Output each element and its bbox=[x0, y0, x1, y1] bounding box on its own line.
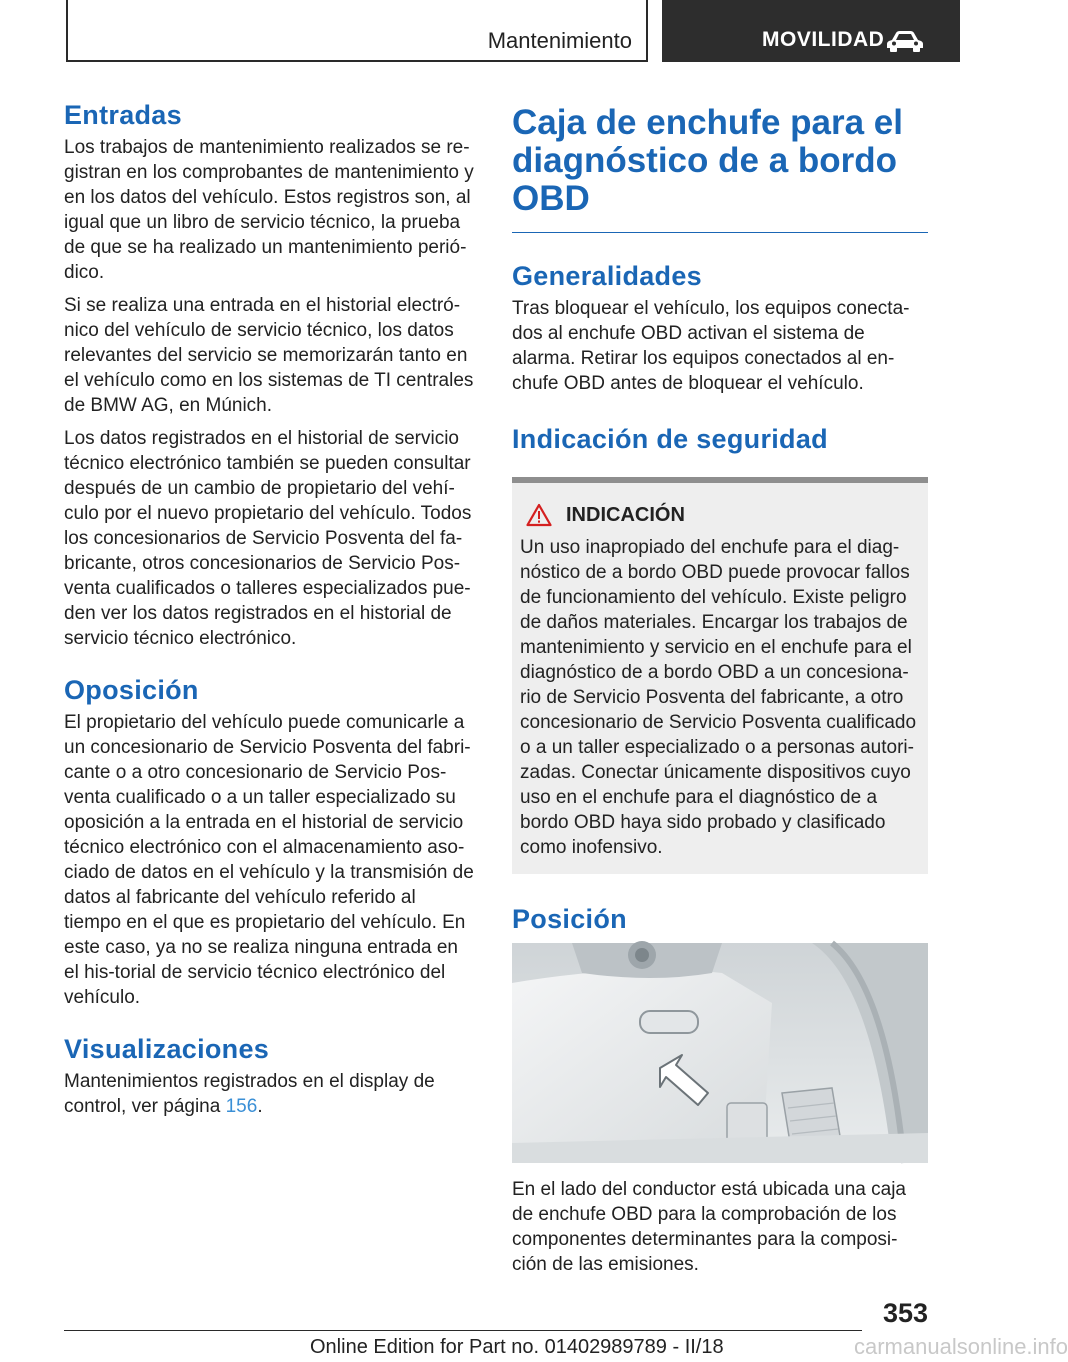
oposicion-paragraph: El propietario del vehículo puede comunicarle a un concesionario de Servicio Posventa del fabri-cante o a otro concesionario de Servicio Pos-venta cualificado o a un taller especializado su oposición a la entrada en el historial de servicio técnico electrónico con el almacenamiento aso-ciado de datos en el vehículo y la transmisión de datos al fabricante del vehículo referido al tiempo en el que es propietario del vehículo. En este caso, ya no se realiza ninguna entrada en el his-torial de servicio técnico electrónico del vehículo. bbox=[64, 712, 474, 1008]
entradas-heading: Entradas bbox=[64, 100, 182, 130]
title-divider bbox=[512, 232, 928, 233]
visualizaciones-period: . bbox=[257, 1096, 263, 1117]
generalidades-paragraph: Tras bloquear el vehículo, los equipos conecta-dos al enchufe OBD activan el sistema de alarma. Retirar los equipos conectados al en-chufe OBD antes de bloquear el vehículo. bbox=[512, 298, 910, 394]
warning-box bbox=[512, 477, 928, 874]
warning-triangle-icon bbox=[526, 503, 552, 527]
visualizaciones-text: Mantenimientos registrados en el display de control, ver página bbox=[64, 1071, 435, 1117]
entradas-paragraph-2: Si se realiza una entrada en el historial electró-nico del vehículo de servicio técnico, los datos relevantes del servicio se memorizarán tanto en el vehículo como en los sistemas de TI centrales de BMW AG, en Múnich. bbox=[64, 295, 474, 416]
obd-location-illustration bbox=[512, 943, 928, 1163]
visualizaciones-heading: Visualizaciones bbox=[64, 1034, 270, 1064]
left-column bbox=[64, 100, 478, 1127]
posicion-caption: En el lado del conductor está ubicada una caja de enchufe OBD para la comprobación de los componentes determinantes para la composi-ción de las emisiones. bbox=[512, 1179, 906, 1275]
entradas-paragraph-3: Los datos registrados en el historial de servicio técnico electrónico también se pueden consultar después de un cambio de propietario del vehí-culo por el nuevo propietario del vehículo. Todos los concesionarios de Servicio Posventa del fa-bricante, otros concesionarios de Servicio Pos-venta cualificados o talleres especializados pue-den ver los datos registrados en el historial de servicio técnico electrónico. bbox=[64, 428, 472, 649]
warning-label: INDICACIÓN bbox=[566, 503, 685, 526]
page-link-156[interactable]: 156 bbox=[225, 1096, 258, 1117]
car-icon bbox=[886, 30, 924, 52]
seguridad-heading: Indicación de seguridad bbox=[512, 424, 828, 454]
header-chapter-tab bbox=[662, 0, 960, 62]
generalidades-heading: Generalidades bbox=[512, 261, 702, 291]
header-chapter-title: MOVILIDAD bbox=[762, 28, 885, 51]
warning-title bbox=[520, 503, 920, 527]
header-section-tab bbox=[66, 0, 648, 62]
oposicion-heading: Oposición bbox=[64, 675, 199, 705]
obd-main-title: Caja de enchufe para el diagnóstico de a bordo OBD bbox=[512, 103, 903, 218]
posicion-heading: Posición bbox=[512, 904, 627, 934]
page-number: 353 bbox=[882, 1298, 928, 1328]
visualizaciones-paragraph bbox=[64, 1069, 478, 1119]
warning-text: Un uso inapropiado del enchufe para el diag-nóstico de a bordo OBD puede provocar fallos de funcionamiento del vehículo. Existe peligro de daños materiales. Encargar los trabajos de mantenimiento y servicio en el enchufe para el diagnóstico de a bordo OBD a un concesiona-rio de Servicio Posventa del fabricante, a otro concesionario de Servicio Posventa cualificado o a un taller especializado o a personas autori-zadas. Conectar únicamente dispositivos cuyo uso en el enchufe para el diagnóstico de a bordo OBD haya sido probado y clasificado como inofensivo. bbox=[520, 537, 917, 858]
right-column bbox=[512, 104, 928, 1285]
header-section-title: Mantenimiento bbox=[487, 28, 632, 53]
obd-location-drawing bbox=[512, 943, 928, 1163]
footer-edition: Online Edition for Part no. 01402989789 - II/18 bbox=[310, 1336, 724, 1358]
watermark: carmanualsonline.info bbox=[854, 1334, 1068, 1359]
footer-divider bbox=[64, 1330, 862, 1331]
entradas-paragraph-1: Los trabajos de mantenimiento realizados se re-gistran en los comprobantes de mantenimiento y en los datos del vehículo. Estos registros son, al igual que un libro de servicio técnico, la prueba de que se ha realizado un mantenimiento perió-dico. bbox=[64, 137, 474, 283]
